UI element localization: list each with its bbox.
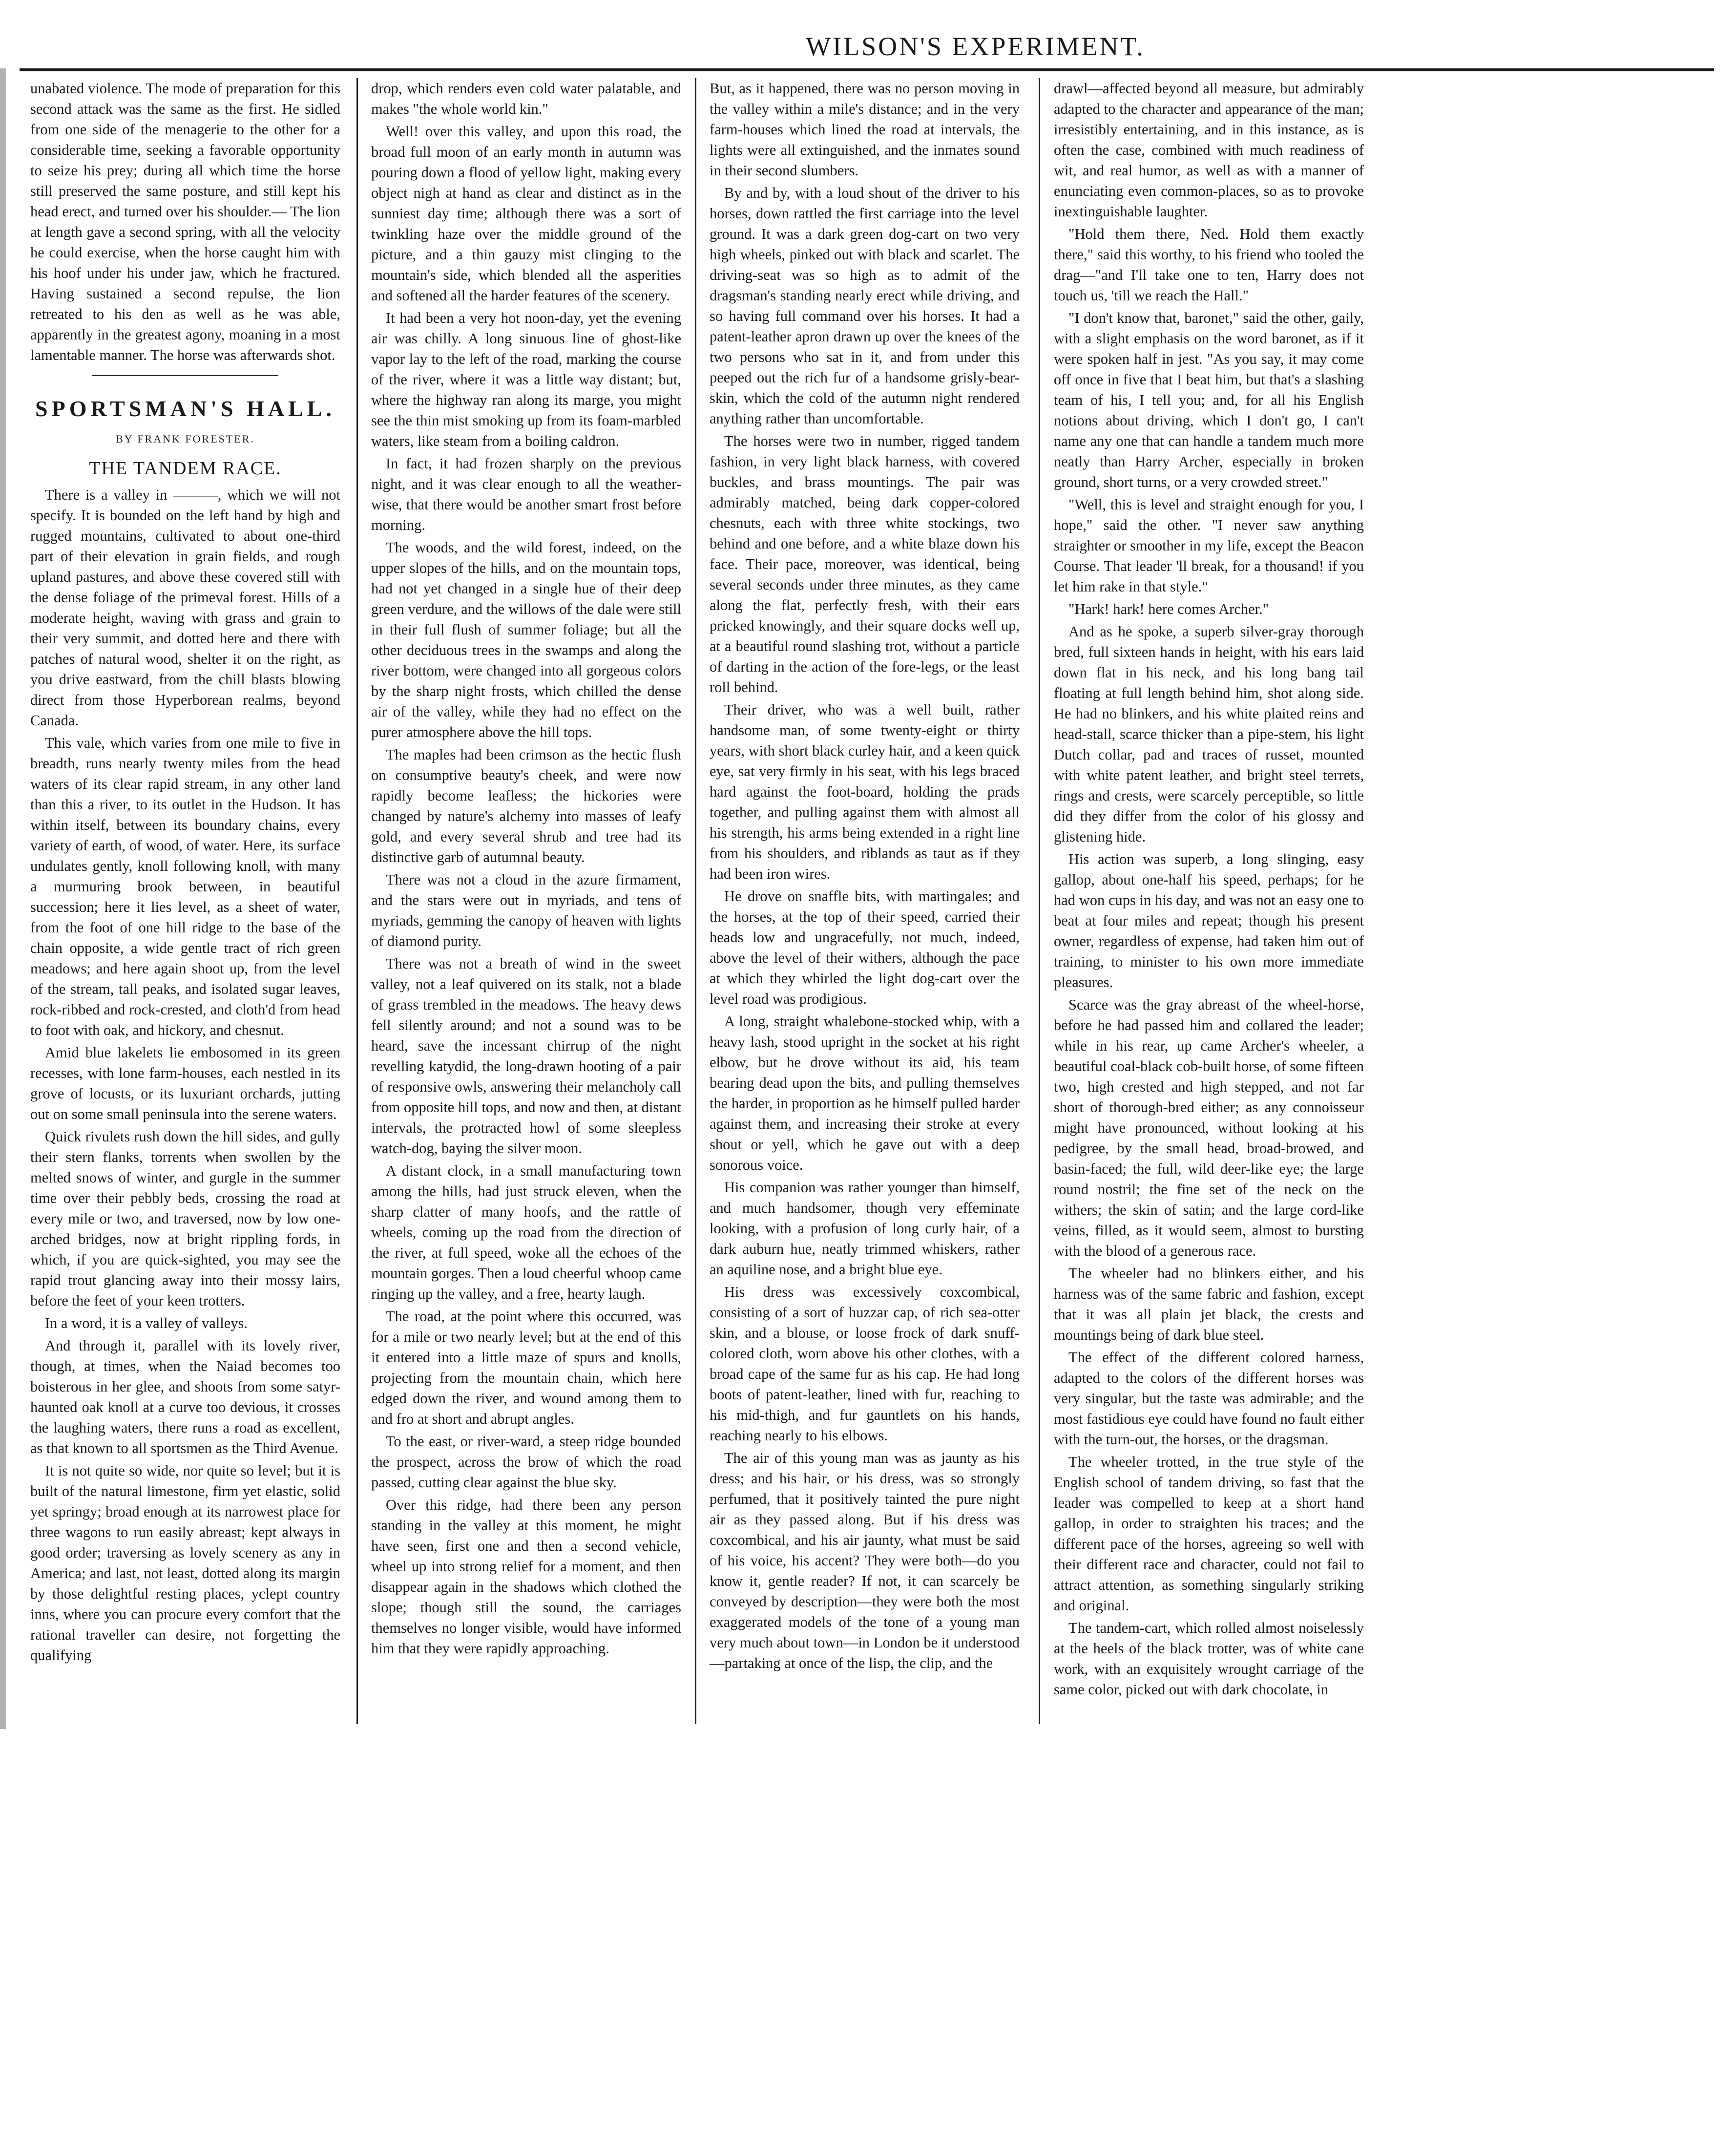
page-header — [0, 24, 1736, 68]
story-title: SPORTSMAN'S HALL. — [35, 396, 335, 421]
paragraph: A distant clock, in a small manufacturing town among the hills, had just struck eleven, when the sharp clatter of many hoofs, and the rattle of wheels, coming up the road from the direction of the river, at full speed, woke all the echoes of the mountain gorges. Then a loud cheerful whoop came ringing up the valley, and a free, hearty laugh. — [371, 1162, 681, 1302]
column-2 — [371, 78, 681, 1661]
paragraph: The wheeler had no blinkers either, and his harness was of the same fabric and fashion, except that it was all plain jet black, the crests and mountings being of dark blue steel. — [1054, 1265, 1364, 1343]
binding-edge — [0, 68, 6, 1729]
paragraph: Amid blue lakelets lie embosomed in its green recesses, with lone farm-houses, each nestled in its grove of locusts, or its luxuriant orchards, jutting out on some small peninsula into the serene waters. — [30, 1044, 340, 1122]
paragraph: The road, at the point where this occurred, was for a mile or two nearly level; but at the end of this it entered into a little maze of spurs and knolls, projecting from the mountain chain, which here edged down the river, and wound among them to and fro at short and abrupt angles. — [371, 1308, 681, 1427]
paragraph: The effect of the different colored harness, adapted to the colors of the different horses was very singular, but the taste was admirable; and the most fastidious eye could have found no fault either with the turn-out, the horses, or the dragsman. — [1054, 1349, 1364, 1448]
paragraph: A long, straight whalebone-stocked whip, with a heavy lash, stood upright in the socket at his right elbow, but he drove without its aid, his team bearing dead upon the bits, and pulling themselves the harder, in proportion as he himself pulled harder against them, and increasing their stroke at every shout or yell, which he gave out with a deep sonorous voice. — [710, 1013, 1020, 1173]
paragraph: Well! over this valley, and upon this road, the broad full moon of an early month in autumn was pouring down a flood of yellow light, making every object nigh at hand as clear and distinct as in the sunniest day time; although there was a sort of twinkling haze over the middle ground of the picture, and a thin gauzy mist clinging to the mountain's side, which blended all the asperities and softened all the harder features of the scenery. — [371, 123, 681, 304]
paragraph: drop, which renders even cold water palatable, and makes "the whole world kin." — [371, 80, 681, 117]
paragraph: Over this ridge, had there been any person standing in the valley at this moment, he might have seen, first one and then a second vehicle, wheel up into strong relief for a moment, and then disappear again in the shadows which clothed the slope; though still the sound, the carriages themselves no longer visible, would have informed him that they were rapidly approaching. — [371, 1497, 681, 1657]
paragraph: unabated violence. The mode of preparation for this second attack was the same as the first. He sidled from one side of the menagerie to the other for a considerable time, seeking a favorable opportunity to seize his prey; during all which time the horse still preserved the same posture, and still kept his head erect, and turned over his shoulder.— The lion at length gave a second spring, with all the velocity he could exercise, when the horse caught him with his hoof under his under jaw, which he fractured. Having sustained a second repulse, the lion retreated to his den as well as he was able, apparently in the greatest agony, moaning in a most lamentable manner. The horse was afterwards shot. — [30, 80, 340, 363]
paragraph: Quick rivulets rush down the hill sides, and gully their stern flanks, torrents when swollen by the melted snows of winter, and gurgle in the summer time over their pebbly beds, crossing the road at every mile or two, and traversed, now by low one-arched bridges, now at bright rippling fords, in which, if you are quick-sighted, you may see the rapid trout glancing away into their mossy lairs, before the feet of your keen trotters. — [30, 1128, 340, 1309]
paragraph: There was not a breath of wind in the sweet valley, not a leaf quivered on its stalk, not a blade of grass trembled in the meadows. The heavy dews fell silently around; and not a sound was to be heard, save the incessant chirrup of the night revelling katydid, the long-drawn hooting of a pair of responsive owls, answering their melancholy call from opposite hill tops, and now and then, at distant intervals, the protracted howl of some sleepless watch-dog, baying the silver moon. — [371, 955, 681, 1157]
paragraph: And as he spoke, a superb silver-gray thorough bred, full sixteen hands in height, with his ears laid down flat in his neck, and his long bang tail floating at full length behind him, shot along side. He had no blinkers, and his white plaited reins and head-stall, scarce thicker than a pipe-stem, his light Dutch collar, pad and traces of russet, mounted with white patent leather, and bright steel terrets, rings and crests, were scarcely perceptible, so little did they differ from the color of his glossy and glistening hide. — [1054, 623, 1364, 845]
paragraph: In fact, it had frozen sharply on the previous night, and it was clear enough to all the weather-wise, that there would be another smart frost before morning. — [371, 455, 681, 533]
paragraph: His companion was rather younger than himself, and much handsomer, though very effeminate looking, with a profusion of long curly hair, of a dark auburn hue, neatly trimmed whiskers, rather an aquiline nose, and a bright blue eye. — [710, 1179, 1020, 1278]
paragraph: By and by, with a loud shout of the driver to his horses, down rattled the first carriage into the level ground. It was a dark green dog-cart on two very high wheels, pinked out with black and scarlet. The driving-seat was so high as to admit of the dragsman's standing nearly erect while driving, and so having full command over his horses. It had a patent-leather apron drawn up over the knees of the two persons who sat in it, and from under this peeped out the rich fur of a handsome grisly-bear-skin, which the cold of the autumn night rendered anything rather than uncomfortable. — [710, 185, 1020, 427]
paragraph: "Hark! hark! here comes Archer." — [1068, 601, 1269, 617]
paragraph: In a word, it is a valley of valleys. — [45, 1315, 248, 1331]
column-3 — [710, 78, 1020, 1675]
running-title: WILSON'S EXPERIMENT. — [806, 32, 1145, 61]
paragraph: But, as it happened, there was no person moving in the valley within a mile's distance; and in the very farm-houses which lined the road at intervals, the lights were all extinguished, and the inmates sound in their second slumbers. — [710, 80, 1020, 179]
column-divider — [356, 78, 358, 1724]
header-rule — [20, 68, 1714, 71]
paragraph: He drove on snaffle bits, with martingales; and the horses, at the top of their speed, carried their heads low and ungracefully, not much, indeed, above the level of their withers, although the pace at which they whirled the light dog-cart over the level road was prodigious. — [710, 888, 1020, 1007]
section-rule — [92, 375, 278, 376]
paragraph: Their driver, who was a well built, rather handsome man, of some twenty-eight or thirty years, with short black curley hair, and a keen quick eye, sat very firmly in his seat, with his legs braced hard against the foot-board, holding the prads together, and pulling against them with almost all his strength, his arms being extended in a right line from his shoulders, and riblands as taut as if they had been iron wires. — [710, 701, 1020, 882]
paragraph: There was not a cloud in the azure firmament, and the stars were out in myriads, and tens of myriads, gemming the canopy of heaven with lights of diamond purity. — [371, 871, 681, 949]
byline: BY FRANK FORESTER. — [116, 433, 255, 445]
column-1 — [30, 78, 340, 1667]
story-subtitle: THE TANDEM RACE. — [89, 458, 282, 479]
paragraph: This vale, which varies from one mile to five in breadth, runs nearly twenty miles from the head waters of its clear rapid stream, in any other land than this a river, to its outlet in the Hudson. It has within itself, between its boundary chains, every variety of earth, of wood, of water. Here, its surface undulates gently, knoll following knoll, with many a murmuring brook between, in beautiful succession; here it lies level, as a sheet of water, from the foot of one hill ridge to the base of the chain opposite, a wide gentle tract of rich green meadows; and here again shoot up, from the level of the stream, tall peaks, and isolated sugar leaves, rock-ribbed and rock-crested, and cloth'd from head to foot with oak, and hickory, and chesnut. — [30, 735, 340, 1038]
column-divider — [695, 78, 696, 1724]
paragraph: "I don't know that, baronet," said the other, gaily, with a slight emphasis on the word baronet, as if it were spoken half in jest. "As you say, it may come off once in five that I beat him, but that's a slashing team of his, I tell you; and, for all his English notions about driving, which I don't go, I can't name any one that can handle a tandem much more neatly than Harry Archer, especially in broken ground, short turns, or a very crowded street." — [1054, 310, 1364, 490]
paragraph: The woods, and the wild forest, indeed, on the upper slopes of the hills, and on the mountain tops, had not yet changed in a single hue of their deep green verdure, and the willows of the dale were still in their full flush of summer foliage; but all the other deciduous trees in the swamps and along the river bottom, were changed into all gorgeous colors by the sharp night frosts, which chilled the dense air of the valley, while they had no effect on the purer atmosphere above the hill tops. — [371, 539, 681, 740]
paragraph: It is not quite so wide, nor quite so level; but it is built of the natural limestone, firm yet elastic, solid yet springy; broad enough at its narrowest place for three wagons to run easily abreast; kept always in good order; traversing as lovely scenery as any in America; and last, not least, dotted along its margin by those delightful resting places, yclept country inns, where you can procure every comfort that the rational traveller can desire, not forgetting the qualifying — [30, 1462, 340, 1664]
paragraph: The tandem-cart, which rolled almost noiselessly at the heels of the black trotter, was of white cane work, with an exquisitely wrought carriage of the same color, picked out with dark chocolate, in — [1054, 1620, 1364, 1698]
paragraph: The wheeler trotted, in the true style of the English school of tandem driving, so fast that the leader was compelled to keep at a short hand gallop, in order to straighten his traces; and the different pace of the horses, agreeing so well with their different race and character, could not fail to attract attention, as something singularly striking and original. — [1054, 1454, 1364, 1614]
paragraph: drawl—affected beyond all measure, but admirably adapted to the character and appearance of the man; irresistibly entertaining, and in this instance, as is often the case, combined with much readiness of wit, and real humor, as well as with a manner of enunciating even common-places, so as to provoke inextinguishable laughter. — [1054, 80, 1364, 220]
paragraph: It had been a very hot noon-day, yet the evening air was chilly. A long sinuous line of ghost-like vapor lay to the left of the road, marking the course of the river, where it was a little way distant; but, where the highway ran along its marge, you might see the thin mist smoking up from its foam-marbled waters, like steam from a boiling caldron. — [371, 310, 681, 449]
paragraph: To the east, or river-ward, a steep ridge bounded the prospect, across the brow of which the road passed, cutting clear against the blue sky. — [371, 1433, 681, 1491]
column-4 — [1054, 78, 1364, 1702]
paragraph: His action was superb, a long slinging, easy gallop, about one-half his speed, perhaps; for he had won cups in his day, and was not an easy one to beat at four miles and repeat; though his present owner, regardless of expense, had taken him out of training, to minister to his own more immediate pleasures. — [1054, 851, 1364, 991]
paragraph: The horses were two in number, rigged tandem fashion, in very light black harness, with covered buckles, and brass mountings. The pair was admirably matched, being dark copper-colored chesnuts, each with three white stockings, two behind and one before, and a white blaze down his face. Their pace, moreover, was identical, being several seconds under three minutes, as they came along the flat, perfectly fresh, with their ears pricked knowingly, and their square docks well up, at a beautiful round slashing trot, without a particle of darting in the action of the fore-legs, or the least roll behind. — [710, 433, 1020, 696]
paragraph: Scarce was the gray abreast of the wheel-horse, before he had passed him and collared the leader; while in his rear, up came Archer's wheeler, a beautiful coal-black cob-built horse, of some fifteen two, high crested and high stepped, and not far short of thorough-bred either; as any connoisseur might have pronounced, without looking at his pedigree, by the small head, broad-browed, and basin-faced; the full, wild deer-like eye; the large round nostril; the fine set of the neck on the withers; the skin of satin; and the large cord-like veins, filled, as it would seem, almost to bursting with the blood of a generous race. — [1054, 996, 1364, 1259]
paragraph: His dress was excessively coxcombical, consisting of a sort of huzzar cap, of rich sea-otter skin, and a blouse, or loose frock of dark snuff-colored cloth, worn above his other clothes, with a broad cape of the same fur as his cap. He had long boots of patent-leather, lined with fur, reaching to his mid-thigh, and fur gauntlets on his hands, reaching nearly to his elbows. — [710, 1284, 1020, 1444]
paragraph: The maples had been crimson as the hectic flush on consumptive beauty's cheek, and were now rapidly become leafless; the hickories were changed by nature's alchemy into masses of leafy gold, and every several shrub and tree had its distinctive garb of autumnal beauty. — [371, 746, 681, 865]
paragraph: "Well, this is level and straight enough for you, I hope," said the other. "I never saw anything straighter or smoother in my life, except the Beacon Course. That leader 'll break, for a thousand! if you let him rake in that style." — [1054, 496, 1364, 595]
paragraph: The air of this young man was as jaunty as his dress; and his hair, or his dress, was so strongly perfumed, that it positively tainted the pure night air as they passed along. But if his dress was coxcombical, and his air jaunty, what must be said of his voice, his accent? They were both—do you know it, gentle reader? If not, it can scarcely be conveyed by description—they were both the most exaggerated models of the tone of a young man very much about town—in London be it understood—partaking at once of the lisp, the clip, and the — [710, 1450, 1020, 1671]
column-divider — [1039, 78, 1040, 1724]
paragraph: There is a valley in ———, which we will not specify. It is bounded on the left hand by high and rugged mountains, cultivated to about one-third part of their elevation in grain fields, and rough upland pastures, and above these covered still with the dense foliage of the primeval forest. Hills of a moderate height, waving with grass and grain to their very summit, and dotted here and there with patches of natural wood, shelter it on the right, as you drive eastward, from the chill blasts blowing direct from those Hyperborean realms, beyond Canada. — [30, 486, 340, 729]
paragraph: And through it, parallel with its lovely river, though, at times, when the Naiad becomes too boisterous in her glee, and shoots from some satyr-haunted oak knoll at a curve too devious, it crosses the laughing waters, there runs a road as excellent, as that known to all sportsmen as the Third Avenue. — [30, 1337, 340, 1456]
paragraph: "Hold them there, Ned. Hold them exactly there," said this worthy, to his friend who tooled the drag—"and I'll take one to ten, Harry does not touch us, 'till we reach the Hall." — [1054, 226, 1364, 304]
